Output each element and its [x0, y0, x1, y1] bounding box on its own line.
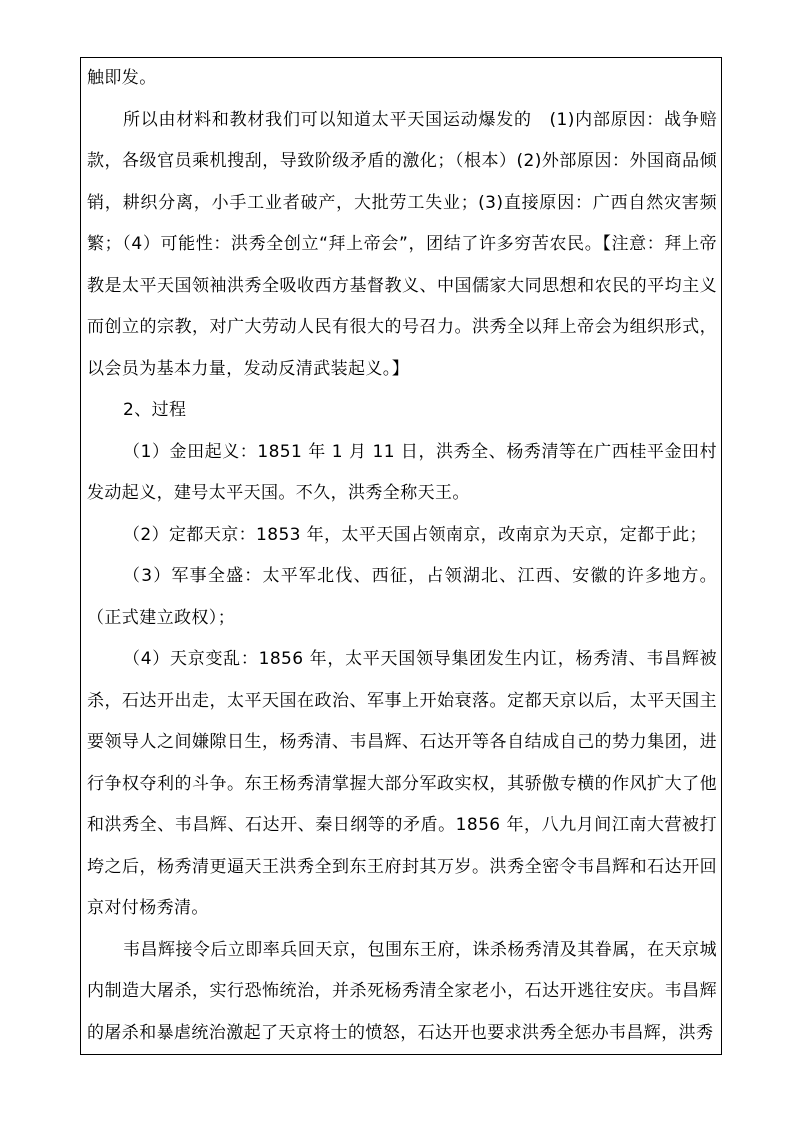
paragraph-causes: 所以由材料和教材我们可以知道太平天国运动爆发的 (1)内部原因：战争赔款，各级官员乘机搜刮，导致阶级矛盾的激化；（根本）(2)外部原因：外国商品倾销，耕织分离，小手工业者破产，大批劳工失业；(3)直接原因：广西自然灾害频繁；（4）可能性：洪秀全创立“拜上帝会”，团结了许多穷苦农民。【注意：拜上帝教是太平天国领袖洪秀全吸收西方基督教义、中国儒家大同思想和农民的平均主义而创立的宗教，对广大劳动人民有很大的号召力。洪秀全以拜上帝会为组织形式，以会员为基本力量，发动反清武装起义。】 [87, 109, 717, 379]
paragraph-capital-tianjing: （2）定都天京：1853 年，太平天国占领南京，改南京为天京，定都于此； [123, 524, 707, 545]
paragraph-military-peak: （3）军事全盛：太平军北伐、西征，占领湖北、江西、安徽的许多地方。（正式建立政权）； [87, 566, 717, 628]
paragraph-wei-changhui: 韦昌辉接令后立即率兵回天京，包围东王府，诛杀杨秀清及其眷属，在天京城内制造大屠杀，实行恐怖统治，并杀死杨秀清全家老小，石达开逃往安庆。韦昌辉的屠杀和暴虐统治激起了天京将士的愤怒，石达开也要求洪秀全惩办韦昌辉，洪秀 [87, 939, 717, 1043]
paragraph-jintian-uprising: （1）金田起义：1851 年 1 月 11 日，洪秀全、杨秀清等在广西桂平金田村发动起义，建号太平天国。不久，洪秀全称天王。 [87, 441, 717, 503]
document-body [87, 58, 717, 1054]
section-heading-process: 2、过程 [123, 400, 187, 420]
paragraph-continuation: 触即发。 [87, 68, 157, 88]
paragraph-tianjing-incident: （4）天京变乱：1856 年，太平天国领导集团发生内讧，杨秀清、韦昌辉被杀，石达开出走，太平天国在政治、军事上开始衰落。定都天京以后，太平天国主要领导人之间嫌隙日生，杨秀清、韦昌辉、石达开等各自结成自己的势力集团，进行争权夺利的斗争。东王杨秀清掌握大部分军政实权，其骄傲专横的作风扩大了他和洪秀全、韦昌辉、石达开、秦日纲等的矛盾。1856 年，八九月间江南大营被打垮之后，杨秀清更逼天王洪秀全到东王府封其万岁。洪秀全密令韦昌辉和石达开回京对付杨秀清。 [87, 649, 717, 918]
